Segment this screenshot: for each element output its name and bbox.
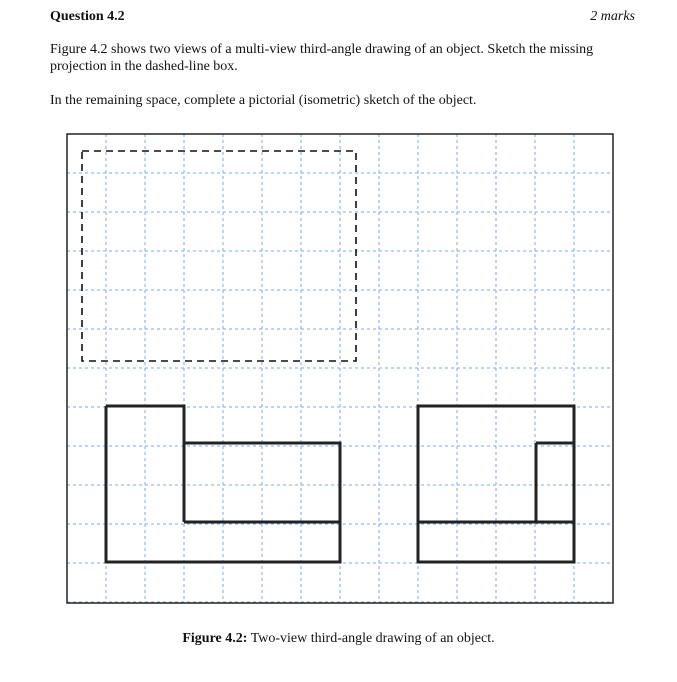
instruction-paragraph-2: In the remaining space, complete a pictorial (isometric) sketch of the object.: [50, 93, 477, 108]
instruction-paragraph-1: Figure 4.2 shows two views of a multi-view third-angle drawing of an object. Sketch the missing projection in the dashed-line box.: [50, 42, 594, 74]
question-title: Question 4.2: [50, 9, 125, 24]
caption-label: Figure 4.2:: [182, 631, 248, 646]
caption-text: Two-view third-angle drawing of an object.: [250, 631, 495, 646]
figure-caption: [0, 631, 677, 647]
question-marks: 2 marks: [590, 9, 635, 24]
